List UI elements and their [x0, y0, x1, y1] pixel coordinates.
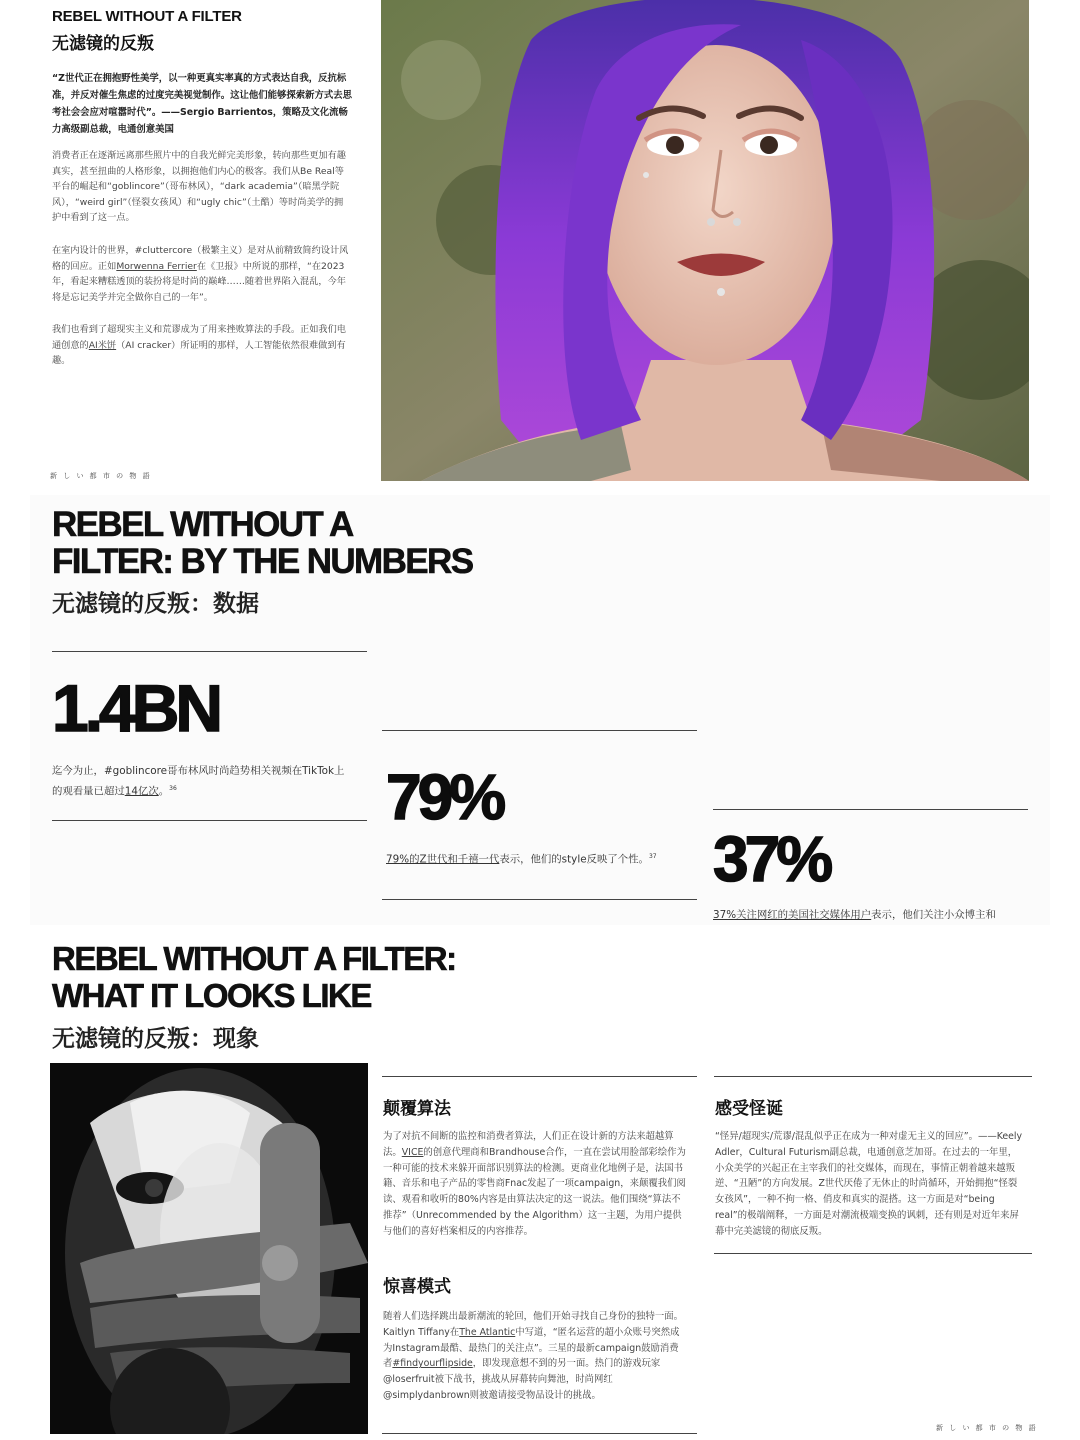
body-paragraph-3 [52, 322, 352, 369]
pull-quote: “Z世代正在拥抱野性美学，以一种更真实率真的方式表达自我，反抗标准，并反对催生焦虑的过度完美视觉制作。这让他们能够探索新方式去思考社会会应对喧嚣时代”。——Sergio Barrientos，策略及文化流畅力高级副总裁，电通创意美国 [52, 73, 353, 135]
stat-divider-top [382, 730, 697, 731]
vice-link[interactable]: VICE [401, 1146, 424, 1158]
stat-caption-views [52, 762, 352, 800]
column-text: 中写道，“匿名运营的超小众账号突然成为Instagram最酷、最热门的关注点”。三星的最新campaign鼓励消费者 [383, 1326, 680, 1370]
paragraph-text: （AI cracker）所证明的那样，人工智能依然很难做到有趣。 [52, 339, 346, 367]
column-heading-surprise: 惊喜模式 [383, 1277, 451, 1297]
views-link[interactable]: 14亿次 [124, 785, 159, 798]
column-text-surprise [383, 1309, 688, 1404]
portrait-photo [381, 0, 1029, 481]
stat-value-views: 1.4BN [52, 671, 220, 745]
column-text: 随着人们选择跳出最新潮流的轮回，他们开始寻找自己身份的独特一面。Kaitlyn Tiffany在 [383, 1311, 684, 1338]
caption-text: 。 [158, 785, 170, 798]
column-text: ，即发现意想不到的另一面。热门的游戏玩家@loserfruit被下战书，挑战从屏幕转向舞池，时尚网红@simplydanbrown则被邀请接受物品设计的挑战。 [383, 1358, 661, 1401]
paragraph-text: 在室内设计的世界，#cluttercore（极繁主义）是对从前精致简约设计风格的回应。正如 [52, 245, 349, 272]
looks-like-title [52, 940, 456, 1014]
stat-caption-style [386, 848, 696, 868]
stat-caption-influencer [713, 906, 1033, 924]
caption-text: 迄今为止，#goblincore哥布林风时尚趋势相关视频在TikTok上的观看量已超过 [52, 765, 345, 798]
page-footer: 新 し い 都 市 の 物 語 [936, 1424, 1038, 1432]
column-heading-algorithm: 颠覆算法 [383, 1099, 451, 1119]
column-divider [382, 1433, 697, 1434]
column-divider [714, 1253, 1032, 1254]
page-footer: 新 し い 都 市 の 物 語 [50, 472, 152, 480]
social-users-link[interactable]: 37%关注网红的美国社交媒体用户 [713, 909, 872, 921]
column-text-weird: “怪异/超现实/荒谬/混乱似乎正在成为一种对虚无主义的回应”。——Keely Adler，Cultural Futurism副总裁，电通创意芝加哥。在过去的一年里，小众美学的兴起正在主宰我们的社交媒体，而现在，事情正朝着越来越叛逆、“丑陋”的方向发展。Z世代厌倦了无休止的时尚循环，开始拥抱“怪裂女孩风”，一种不拘一格、俏皮和真实的混搭。这一方面是对“being real”的极端阐释，一方面是对潮流极端变换的讽刺，还有则是对近年来屏幕中完美滤镜的彻底反叛。 [715, 1131, 1023, 1237]
paragraph-text: 在《卫报》中所说的那样，“在2023年，看起来糟糕透顶的装扮将是时尚的巅峰……随着世界陷入混乱，今年将是忘记美学并完全做你自己的一年”。 [52, 260, 346, 303]
column-text: 的创意代理商和Brandhouse合作，一直在尝试用脸部彩绘作为一种可能的技术来躲开面部识别算法的检测。更商业化地例子是，法国书籍、音乐和电子产品的零售商Fnac发起了一项campaign，来颠覆我们阅读、观看和收听的80%内容是由算法决定的这一说法。他们围绕“算法不推荐”（Unrecommended by the Algorithm）这一主题，为用户提供与他们的喜好档案相反的内容推荐。 [383, 1146, 686, 1237]
numbers-title [52, 506, 472, 580]
body-paragraph-2 [52, 243, 352, 305]
the-atlantic-link[interactable]: The Atlantic [459, 1326, 516, 1338]
footnote-marker: 36 [169, 785, 177, 792]
footnote-marker: 37 [648, 853, 657, 860]
column-divider [714, 1076, 1032, 1077]
looks-like-title-line-1: REBEL WITHOUT A FILTER: [52, 940, 456, 977]
ai-cracker-link[interactable]: AI米饼 [88, 339, 117, 351]
looks-like-title-line-2: WHAT IT LOOKS LIKE [52, 977, 371, 1014]
column-text-algorithm [383, 1129, 688, 1240]
genz-link[interactable]: 79%的Z世代和千禧一代 [386, 853, 500, 866]
stat-divider-bottom [52, 820, 367, 821]
caption-text: 表示，他们的style反映了个性。 [499, 853, 649, 866]
stat-divider-top [713, 809, 1028, 810]
section1-subtitle: 无滤镜的反叛 [52, 34, 154, 54]
column-divider [382, 1076, 697, 1077]
body-paragraph-1: 消费者正在逐渐远离那些照片中的自我光鲜完美形象，转向那些更加有趣真实，甚至扭曲的人格形象，以拥抱他们内心的极客。我们从Be Real等平台的崛起和“goblincore”（哥布林风），“dark academia”（暗黑学院风），“weird girl”（怪裂女孩风）和“ugly chic”（土酷）等时尚美学的拥护中看到了这一点。 [52, 150, 346, 224]
findyourflipside-link[interactable]: #findyourflipside [392, 1358, 473, 1370]
numbers-title-line-2: FILTER: BY THE NUMBERS [52, 542, 473, 581]
column-heading-weird: 感受怪诞 [715, 1099, 783, 1119]
section1-title: REBEL WITHOUT A FILTER [52, 8, 242, 25]
stat-divider-bottom [382, 899, 697, 900]
stat-value-style: 79% [386, 761, 503, 833]
stat-divider-top [52, 651, 367, 652]
face-paint-photo [50, 1063, 368, 1434]
numbers-subtitle: 无滤镜的反叛：数据 [52, 591, 259, 617]
caption-text: 表示，他们关注小众博主和 [871, 909, 996, 921]
stat-value-influencer: 37% [713, 823, 830, 895]
morwenna-ferrier-link[interactable]: Morwenna Ferrier [116, 260, 197, 272]
paragraph-text: 我们也看到了超现实主义和荒谬成为了用来挫败算法的手段。正如我们电通创意的 [52, 324, 346, 351]
looks-like-subtitle: 无滤镜的反叛：现象 [52, 1026, 259, 1052]
numbers-title-line-1: REBEL WITHOUT A [52, 505, 353, 544]
column-text: 为了对抗不间断的监控和消费者算法，人们正在设计新的方法来超越算法。 [383, 1131, 674, 1158]
